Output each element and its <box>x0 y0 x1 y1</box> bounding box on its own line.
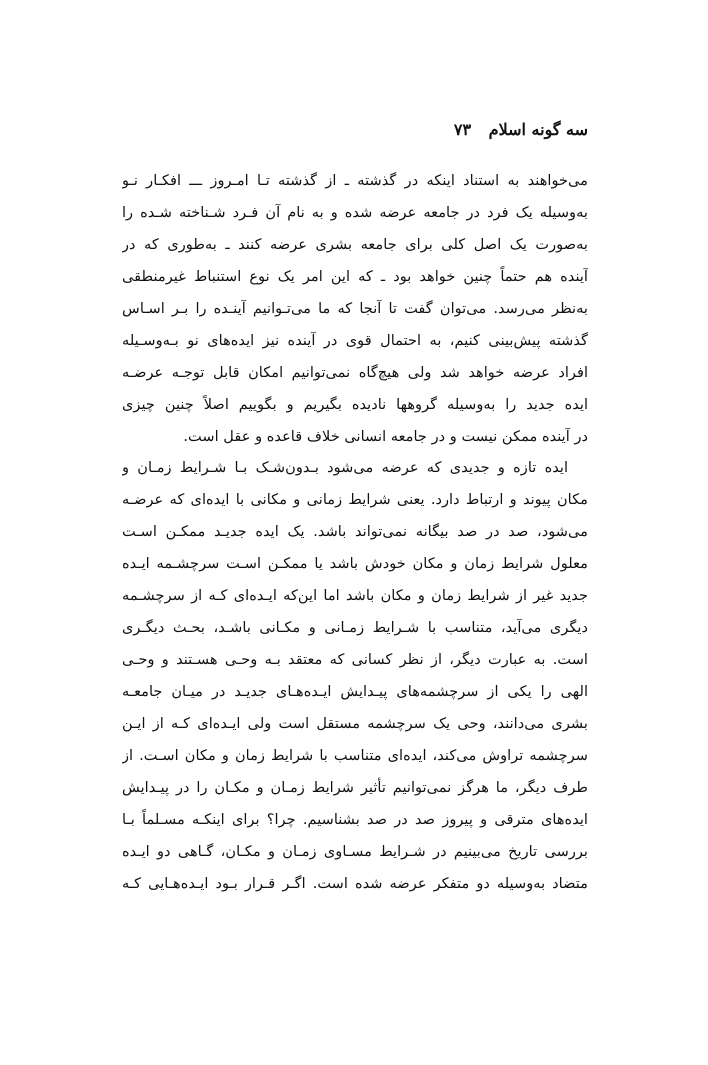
text-line: متضاد به‌وسیله دو متفکر عرضه شده است. اگـر قـرار بـود ایـده‌هـایی کـه <box>122 874 588 892</box>
text-line: الهی را یکی از سرچشمه‌های پیـدایش ایـده‌هـای جدیـد در میـان جامعـه <box>122 683 588 700</box>
text-line: به‌نظر می‌رسد. می‌توان گفت تا آنجا که ما می‌تـوانیم آینـده را بـر اسـاس <box>122 299 588 317</box>
page-number: ۷۳ <box>453 120 472 139</box>
text-line: گذشته پیش‌بینی کنیم، به احتمال قوی در آینده نیز ایده‌های نو بـه‌وسـیله <box>122 331 588 349</box>
text-line: مکان پیوند و ارتباط دارد. یعنی شرایط زمانی و مکانی با ایده‌ای که عرضـه <box>122 491 588 509</box>
text-line: در آینده ممکن نیست و در جامعه انسانی خلاف قاعده و عقل است. <box>183 427 588 445</box>
text-line: بررسی تاریخ می‌بینیم در شـرایط مسـاوی زمـان و مکـان، گـاهی دو ایـده <box>122 842 588 860</box>
chapter-title: سه گونه اسلام <box>488 120 588 139</box>
body-text <box>122 165 588 900</box>
text-line: بشری می‌دانند، وحی یک سرچشمه مستقل است ولی ایـده‌ای کـه از ایـن <box>122 714 588 732</box>
text-line: معلول شرایط زمان و مکان خودش باشد یا ممکـن اسـت سرچشـمه ایـده <box>122 555 588 573</box>
text-line: آینده هم حتماً چنین خواهد بود ـ که این امر یک نوع استنباط غیرمنطقی <box>122 267 588 285</box>
text-line: سرچشمه تراوش می‌کند، ایده‌ای متناسب با شرایط زمان و مکان اسـت. از <box>122 746 588 764</box>
text-line: می‌شود، صد در صد بیگانه نمی‌تواند باشد. یک ایده جدیـد ممکـن اسـت <box>122 523 588 541</box>
text-line: است. به عبارت دیگر، از نظر کسانی که معتقد بـه وحـی هسـتند و وحـی <box>122 651 588 669</box>
text-line: جدید غیر از شرایط زمان و مکان باشد اما این‌که ایـده‌ای کـه از سرچشـمه <box>122 587 588 605</box>
text-line: ایده‌های مترقی و پیروز صد در صد بشناسیم. چرا؟ برای اینکـه مسـلماً بـا <box>122 810 588 828</box>
text-line: ایده جدید را به‌وسیله گروهها نادیده بگیریم و بگوییم اصلاً چنین چیزی <box>122 395 588 413</box>
text-line: می‌خواهند به استناد اینکه در گذشته ـ از گذشته تـا امـروز ـــ افکـار نـو <box>122 172 588 189</box>
text-line: ایده تازه و جدیدی که عرضه می‌شود بـدون‌شـک بـا شـرایط زمـان و <box>122 459 568 477</box>
text-line: به‌صورت یک اصل کلی برای جامعه بشری عرضه کنند ـ به‌طوری که در <box>122 235 588 253</box>
text-line: طرف دیگر، ما هرگز نمی‌توانیم تأثیر شرایط زمـان و مکـان را در پیـدایش <box>122 778 588 796</box>
text-line: به‌وسیله یک فرد در جامعه عرضه شده و به نام آن فـرد شـناخته شـده را <box>122 203 588 221</box>
text-line: دیگری می‌آید، متناسب با شـرایط زمـانی و مکـانی باشـد، بحـث دیگـری <box>122 619 588 637</box>
text-line: افراد عرضه خواهد شد ولی هیچ‌گاه نمی‌توانیم امکان قابل توجـه عرضـه <box>122 363 588 381</box>
running-header <box>454 118 588 142</box>
